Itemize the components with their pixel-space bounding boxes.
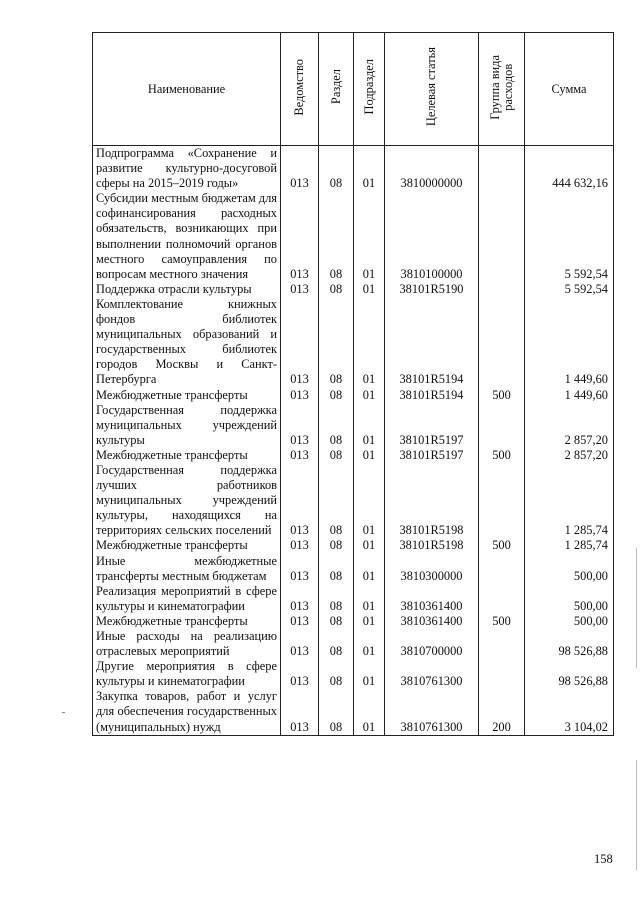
row-subsection-cell: 01 (354, 689, 385, 735)
row-target-cell: 3810361400 (385, 584, 479, 614)
row-amount-cell: 98 526,88 (525, 629, 614, 659)
row-expense-group-cell (479, 629, 525, 659)
row-subsection-cell: 01 (354, 146, 385, 192)
row-subsection-cell: 01 (354, 463, 385, 538)
row-subsection-cell: 01 (354, 614, 385, 629)
row-amount-cell: 500,00 (525, 554, 614, 584)
table-row (93, 297, 614, 388)
row-target-cell: 3810300000 (385, 554, 479, 584)
row-subsection-cell: 01 (354, 448, 385, 463)
row-amount-cell: 1 285,74 (525, 538, 614, 553)
table-row (93, 584, 614, 614)
table-row (93, 689, 614, 735)
row-amount-cell: 444 632,16 (525, 146, 614, 192)
row-expense-group-cell (479, 463, 525, 538)
row-name-cell: Реализация мероприятий в сфере культуры и кинематографии (93, 584, 281, 614)
header-amount: Сумма (525, 33, 614, 146)
row-expense-group-cell (479, 584, 525, 614)
row-subsection-cell: 01 (354, 191, 385, 282)
row-target-cell: 3810700000 (385, 629, 479, 659)
row-target-cell: 38101R5197 (385, 448, 479, 463)
table-row (93, 282, 614, 297)
row-subsection-cell: 01 (354, 629, 385, 659)
row-amount-cell: 2 857,20 (525, 448, 614, 463)
row-expense-group-cell: 500 (479, 538, 525, 553)
table-row (93, 554, 614, 584)
row-target-cell: 38101R5198 (385, 538, 479, 553)
row-target-cell: 38101R5197 (385, 403, 479, 448)
row-dept-cell: 013 (281, 388, 319, 403)
row-dept-cell: 013 (281, 659, 319, 689)
row-amount-cell: 500,00 (525, 614, 614, 629)
row-expense-group-cell (479, 403, 525, 448)
row-section-cell: 08 (319, 191, 354, 282)
table-row (93, 191, 614, 282)
row-expense-group-cell (479, 191, 525, 282)
row-section-cell: 08 (319, 614, 354, 629)
row-dept-cell: 013 (281, 146, 319, 192)
row-subsection-cell: 01 (354, 554, 385, 584)
row-expense-group-cell (479, 146, 525, 192)
row-target-cell: 38101R5194 (385, 388, 479, 403)
row-target-cell: 3810761300 (385, 689, 479, 735)
row-section-cell: 08 (319, 554, 354, 584)
row-amount-cell: 1 449,60 (525, 388, 614, 403)
header-expense-group: Группа вида расходов (479, 33, 525, 146)
row-name-cell: Государственная поддержка лучших работников муниципальных учреждений культуры, находящихся на территориях сельских поселений (93, 463, 281, 538)
table-row (93, 146, 614, 192)
row-dept-cell: 013 (281, 463, 319, 538)
row-dept-cell: 013 (281, 689, 319, 735)
row-section-cell: 08 (319, 146, 354, 192)
row-name-cell: Комплектование книжных фондов библиотек муниципальных образований и государственных библиотек городов Москвы и Санкт-Петербурга (93, 297, 281, 388)
row-target-cell: 3810361400 (385, 614, 479, 629)
table-row (93, 629, 614, 659)
header-target: Целевая статья (385, 33, 479, 146)
row-subsection-cell: 01 (354, 659, 385, 689)
row-target-cell: 3810761300 (385, 659, 479, 689)
table-row (93, 659, 614, 689)
row-section-cell: 08 (319, 403, 354, 448)
row-target-cell: 38101R5198 (385, 463, 479, 538)
table-row (93, 448, 614, 463)
row-dept-cell: 013 (281, 584, 319, 614)
row-subsection-cell: 01 (354, 282, 385, 297)
header-name: Наименование (93, 33, 281, 146)
row-amount-cell: 2 857,20 (525, 403, 614, 448)
row-subsection-cell: 01 (354, 297, 385, 388)
row-dept-cell: 013 (281, 191, 319, 282)
row-dept-cell: 013 (281, 538, 319, 553)
row-subsection-cell: 01 (354, 403, 385, 448)
header-section: Раздел (319, 33, 354, 146)
row-subsection-cell: 01 (354, 538, 385, 553)
row-name-cell: Межбюджетные трансферты (93, 388, 281, 403)
table-row (93, 388, 614, 403)
row-target-cell: 38101R5190 (385, 282, 479, 297)
row-section-cell: 08 (319, 282, 354, 297)
row-name-cell: Межбюджетные трансферты (93, 538, 281, 553)
row-expense-group-cell (479, 282, 525, 297)
row-expense-group-cell: 200 (479, 689, 525, 735)
row-amount-cell: 98 526,88 (525, 659, 614, 689)
row-expense-group-cell: 500 (479, 448, 525, 463)
row-dept-cell: 013 (281, 282, 319, 297)
row-section-cell: 08 (319, 388, 354, 403)
header-dept: Ведомство (281, 33, 319, 146)
row-section-cell: 08 (319, 629, 354, 659)
row-name-cell: Закупка товаров, работ и услуг для обеспечения государственных (муниципальных) нужд (93, 689, 281, 735)
row-dept-cell: 013 (281, 403, 319, 448)
row-name-cell: Государственная поддержка муниципальных учреждений культуры (93, 403, 281, 448)
table-header-row (93, 33, 614, 146)
row-expense-group-cell: 500 (479, 388, 525, 403)
row-amount-cell: 5 592,54 (525, 191, 614, 282)
row-expense-group-cell (479, 297, 525, 388)
row-amount-cell: 1 449,60 (525, 297, 614, 388)
row-name-cell: Поддержка отрасли культуры (93, 282, 281, 297)
budget-table (92, 32, 614, 736)
row-dept-cell: 013 (281, 614, 319, 629)
row-amount-cell: 500,00 (525, 584, 614, 614)
row-target-cell: 38101R5194 (385, 297, 479, 388)
row-dept-cell: 013 (281, 297, 319, 388)
row-target-cell: 3810000000 (385, 146, 479, 192)
row-amount-cell: 3 104,02 (525, 689, 614, 735)
row-expense-group-cell: 500 (479, 614, 525, 629)
scan-edge-line (636, 548, 637, 668)
header-subsection: Подраздел (354, 33, 385, 146)
row-name-cell: Межбюджетные трансферты (93, 614, 281, 629)
row-dept-cell: 013 (281, 448, 319, 463)
row-section-cell: 08 (319, 659, 354, 689)
row-expense-group-cell (479, 554, 525, 584)
page-number: 158 (594, 852, 613, 866)
row-dept-cell: 013 (281, 554, 319, 584)
row-name-cell: Субсидии местным бюджетам для софинансирования расходных обязательств, возникающих при выполнении полномочий органов местного самоуправления по вопросам местного значения (93, 191, 281, 282)
row-name-cell: Межбюджетные трансферты (93, 448, 281, 463)
row-dept-cell: 013 (281, 629, 319, 659)
row-section-cell: 08 (319, 448, 354, 463)
table-row (93, 463, 614, 538)
row-subsection-cell: 01 (354, 388, 385, 403)
table-row (93, 614, 614, 629)
table-row (93, 403, 614, 448)
row-section-cell: 08 (319, 538, 354, 553)
scan-edge-line (636, 760, 637, 870)
row-section-cell: 08 (319, 463, 354, 538)
row-name-cell: Подпрограмма «Сохранение и развитие культурно-досуговой сферы на 2015–2019 годы» (93, 146, 281, 192)
row-section-cell: 08 (319, 689, 354, 735)
margin-mark (62, 712, 65, 713)
row-expense-group-cell (479, 659, 525, 689)
row-amount-cell: 5 592,54 (525, 282, 614, 297)
row-target-cell: 3810100000 (385, 191, 479, 282)
row-name-cell: Другие мероприятия в сфере культуры и кинематографии (93, 659, 281, 689)
table-row (93, 538, 614, 553)
row-subsection-cell: 01 (354, 584, 385, 614)
row-name-cell: Иные расходы на реализацию отраслевых мероприятий (93, 629, 281, 659)
row-section-cell: 08 (319, 297, 354, 388)
row-name-cell: Иные межбюджетные трансферты местным бюджетам (93, 554, 281, 584)
row-amount-cell: 1 285,74 (525, 463, 614, 538)
row-section-cell: 08 (319, 584, 354, 614)
